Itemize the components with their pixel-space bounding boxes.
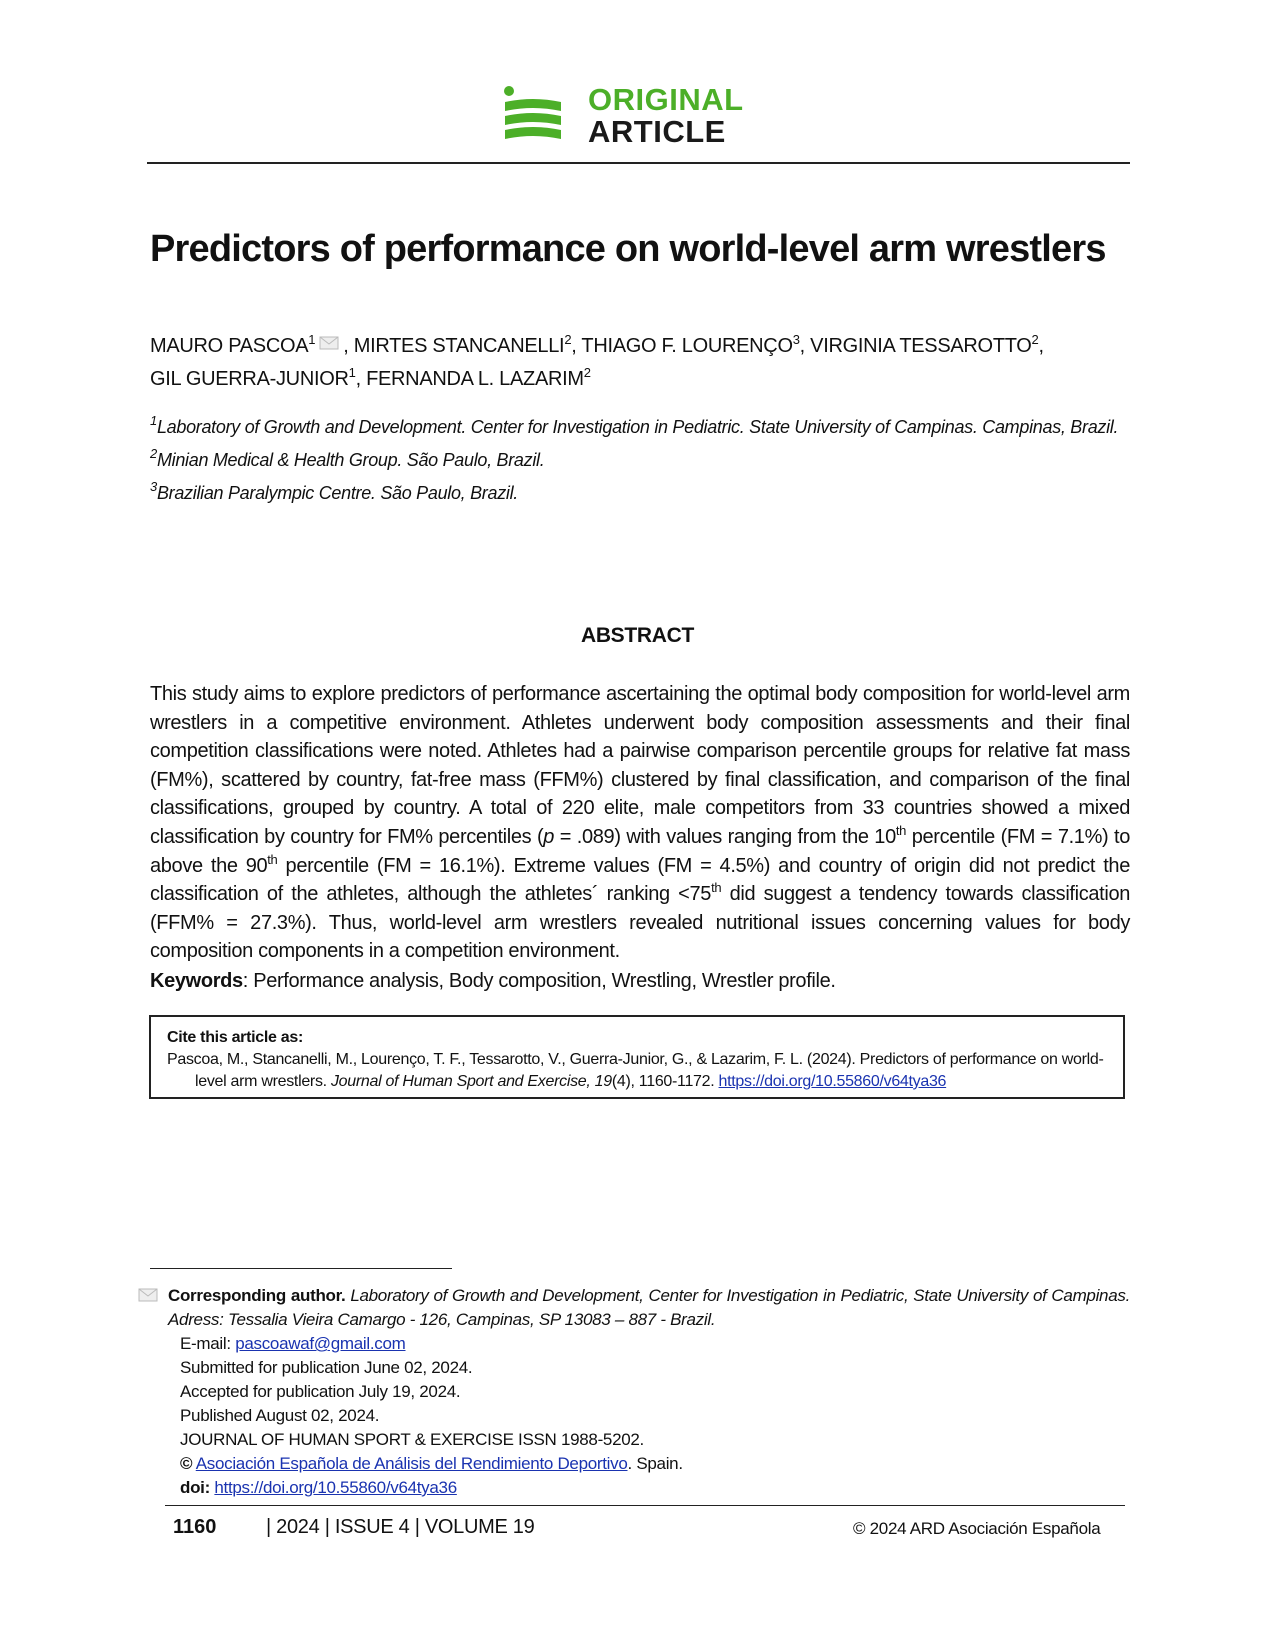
affiliation-list	[150, 414, 1130, 513]
corresponding-author-line: Corresponding author. Laboratory of Growth and Development, Center for Investigation in Pediatric, State University of Campinas. Adress: Tessalia Vieira Camargo - 126, Campinas, SP 13083 – 887 - Brazil.	[138, 1284, 1130, 1332]
doi-link[interactable]: https://doi.org/10.55860/v64tya36	[214, 1478, 457, 1497]
author-name: VIRGINIA TESSAROTTO	[810, 335, 1032, 357]
email-link[interactable]: pascoawaf@gmail.com	[235, 1334, 406, 1353]
logo-line-original: ORIGINAL	[588, 82, 744, 117]
envelope-icon	[138, 1288, 158, 1302]
footer-divider	[165, 1505, 1125, 1506]
logo-line-article: ARTICLE	[588, 114, 726, 149]
email-line: E-mail: pascoawaf@gmail.com	[180, 1334, 406, 1353]
logo-wordmark	[588, 84, 744, 148]
citation-box	[149, 1015, 1125, 1099]
citation-text: Pascoa, M., Stancanelli, M., Lourenço, T. F., Tessarotto, V., Guerra-Junior, G., & Lazarim, F. L. (2024). Predictors of performance on world-level arm wrestlers. Journal of Human Sport and Exercise, 19(4), 1160-1172. https://doi.org/10.55860/v64tya36	[167, 1051, 1104, 1090]
author-name: GIL GUERRA-JUNIOR	[150, 368, 349, 390]
doi-line: doi: https://doi.org/10.55860/v64tya36	[180, 1478, 457, 1497]
affiliation: $^1$Laboratory of Growth and Development. Center for Investigation in Pediatric. State University of Campinas. Campinas, Brazil.	[150, 413, 1119, 437]
keywords-text: : Performance analysis, Body composition, Wrestling, Wrestler profile.	[242, 970, 836, 992]
affiliation: $^2$Minian Medical & Health Group. São Paulo, Brazil.	[150, 446, 545, 470]
footnote-divider	[150, 1268, 452, 1269]
author-name: FERNANDA L. LAZARIM	[366, 368, 584, 390]
author-name: MIRTES STANCANELLI	[353, 335, 565, 357]
published-date: Published August 02, 2024.	[180, 1406, 380, 1425]
issue-info: | 2024 | ISSUE 4 | VOLUME 19	[266, 1516, 535, 1538]
affiliation: $^3$Brazilian Paralympic Centre. São Paulo, Brazil.	[150, 479, 518, 503]
abstract-heading: ABSTRACT	[580, 624, 695, 647]
footer-copyright: © 2024 ARD Asociación Española	[853, 1519, 1101, 1538]
citation-heading: Cite this article as:	[167, 1029, 303, 1046]
citation-doi-link[interactable]: https://doi.org/10.55860/v64tya36	[718, 1073, 947, 1090]
keywords-label: Keywords	[150, 970, 243, 992]
accepted-date: Accepted for publication July 19, 2024.	[180, 1382, 461, 1401]
header-divider	[147, 162, 1130, 164]
article-title: Predictors of performance on world-level arm wrestlers	[150, 228, 1106, 270]
journal-issn: JOURNAL OF HUMAN SPORT & EXERCISE ISSN 1988-5202.	[180, 1430, 644, 1449]
envelope-icon[interactable]	[319, 336, 339, 350]
abstract-body: This study aims to explore predictors of performance ascertaining the optimal body composition for world-level arm wrestlers in a competitive environment. Athletes underwent body composition assessments and their final competition classifications were noted. Athletes had a pairwise comparison percentile groups for relative fat mass (FM%), scattered by country, fat-free mass (FFM%) clustered by final classification, and comparison of the final classifications, grouped by country. A total of 220 elite, male competitors from 33 countries showed a mixed classification by country for FM% percentiles (p = .089) with values ranging from the 10th percentile (FM = 7.1%) to above the 90th percentile (FM = 16.1%). Extreme values (FM = 4.5%) and country of origin did not predict the classification of the athletes, although the athletes´ ranking <75th did suggest a tendency towards classification (FFM% = 27.3%). Thus, world-level arm wrestlers revealed nutritional issues concerning values for body composition components in a competition environment.	[150, 683, 1131, 963]
page-number: 1160	[173, 1516, 217, 1538]
author-list: MAURO PASCOA$^1$ , MIRTES STANCANELLI$^2$, THIAGO F. LOURENÇO$^3$, VIRGINIA TESSAROTTO$^2$, GIL GUERRA-JUNIOR$^1$, FERNANDA L. LAZARIM$^2$	[150, 332, 1044, 390]
publisher-link[interactable]: Asociación Española de Análisis del Rendimiento Deportivo	[195, 1454, 628, 1473]
keywords	[150, 967, 1130, 995]
author-name: MAURO PASCOA	[150, 335, 309, 357]
publisher-line: © Asociación Española de Análisis del Rendimiento Deportivo. Spain.	[180, 1454, 683, 1473]
submitted-date: Submitted for publication June 02, 2024.	[180, 1358, 473, 1377]
author-name: THIAGO F. LOURENÇO	[581, 335, 793, 357]
corresponding-author-note	[138, 1284, 1130, 1500]
